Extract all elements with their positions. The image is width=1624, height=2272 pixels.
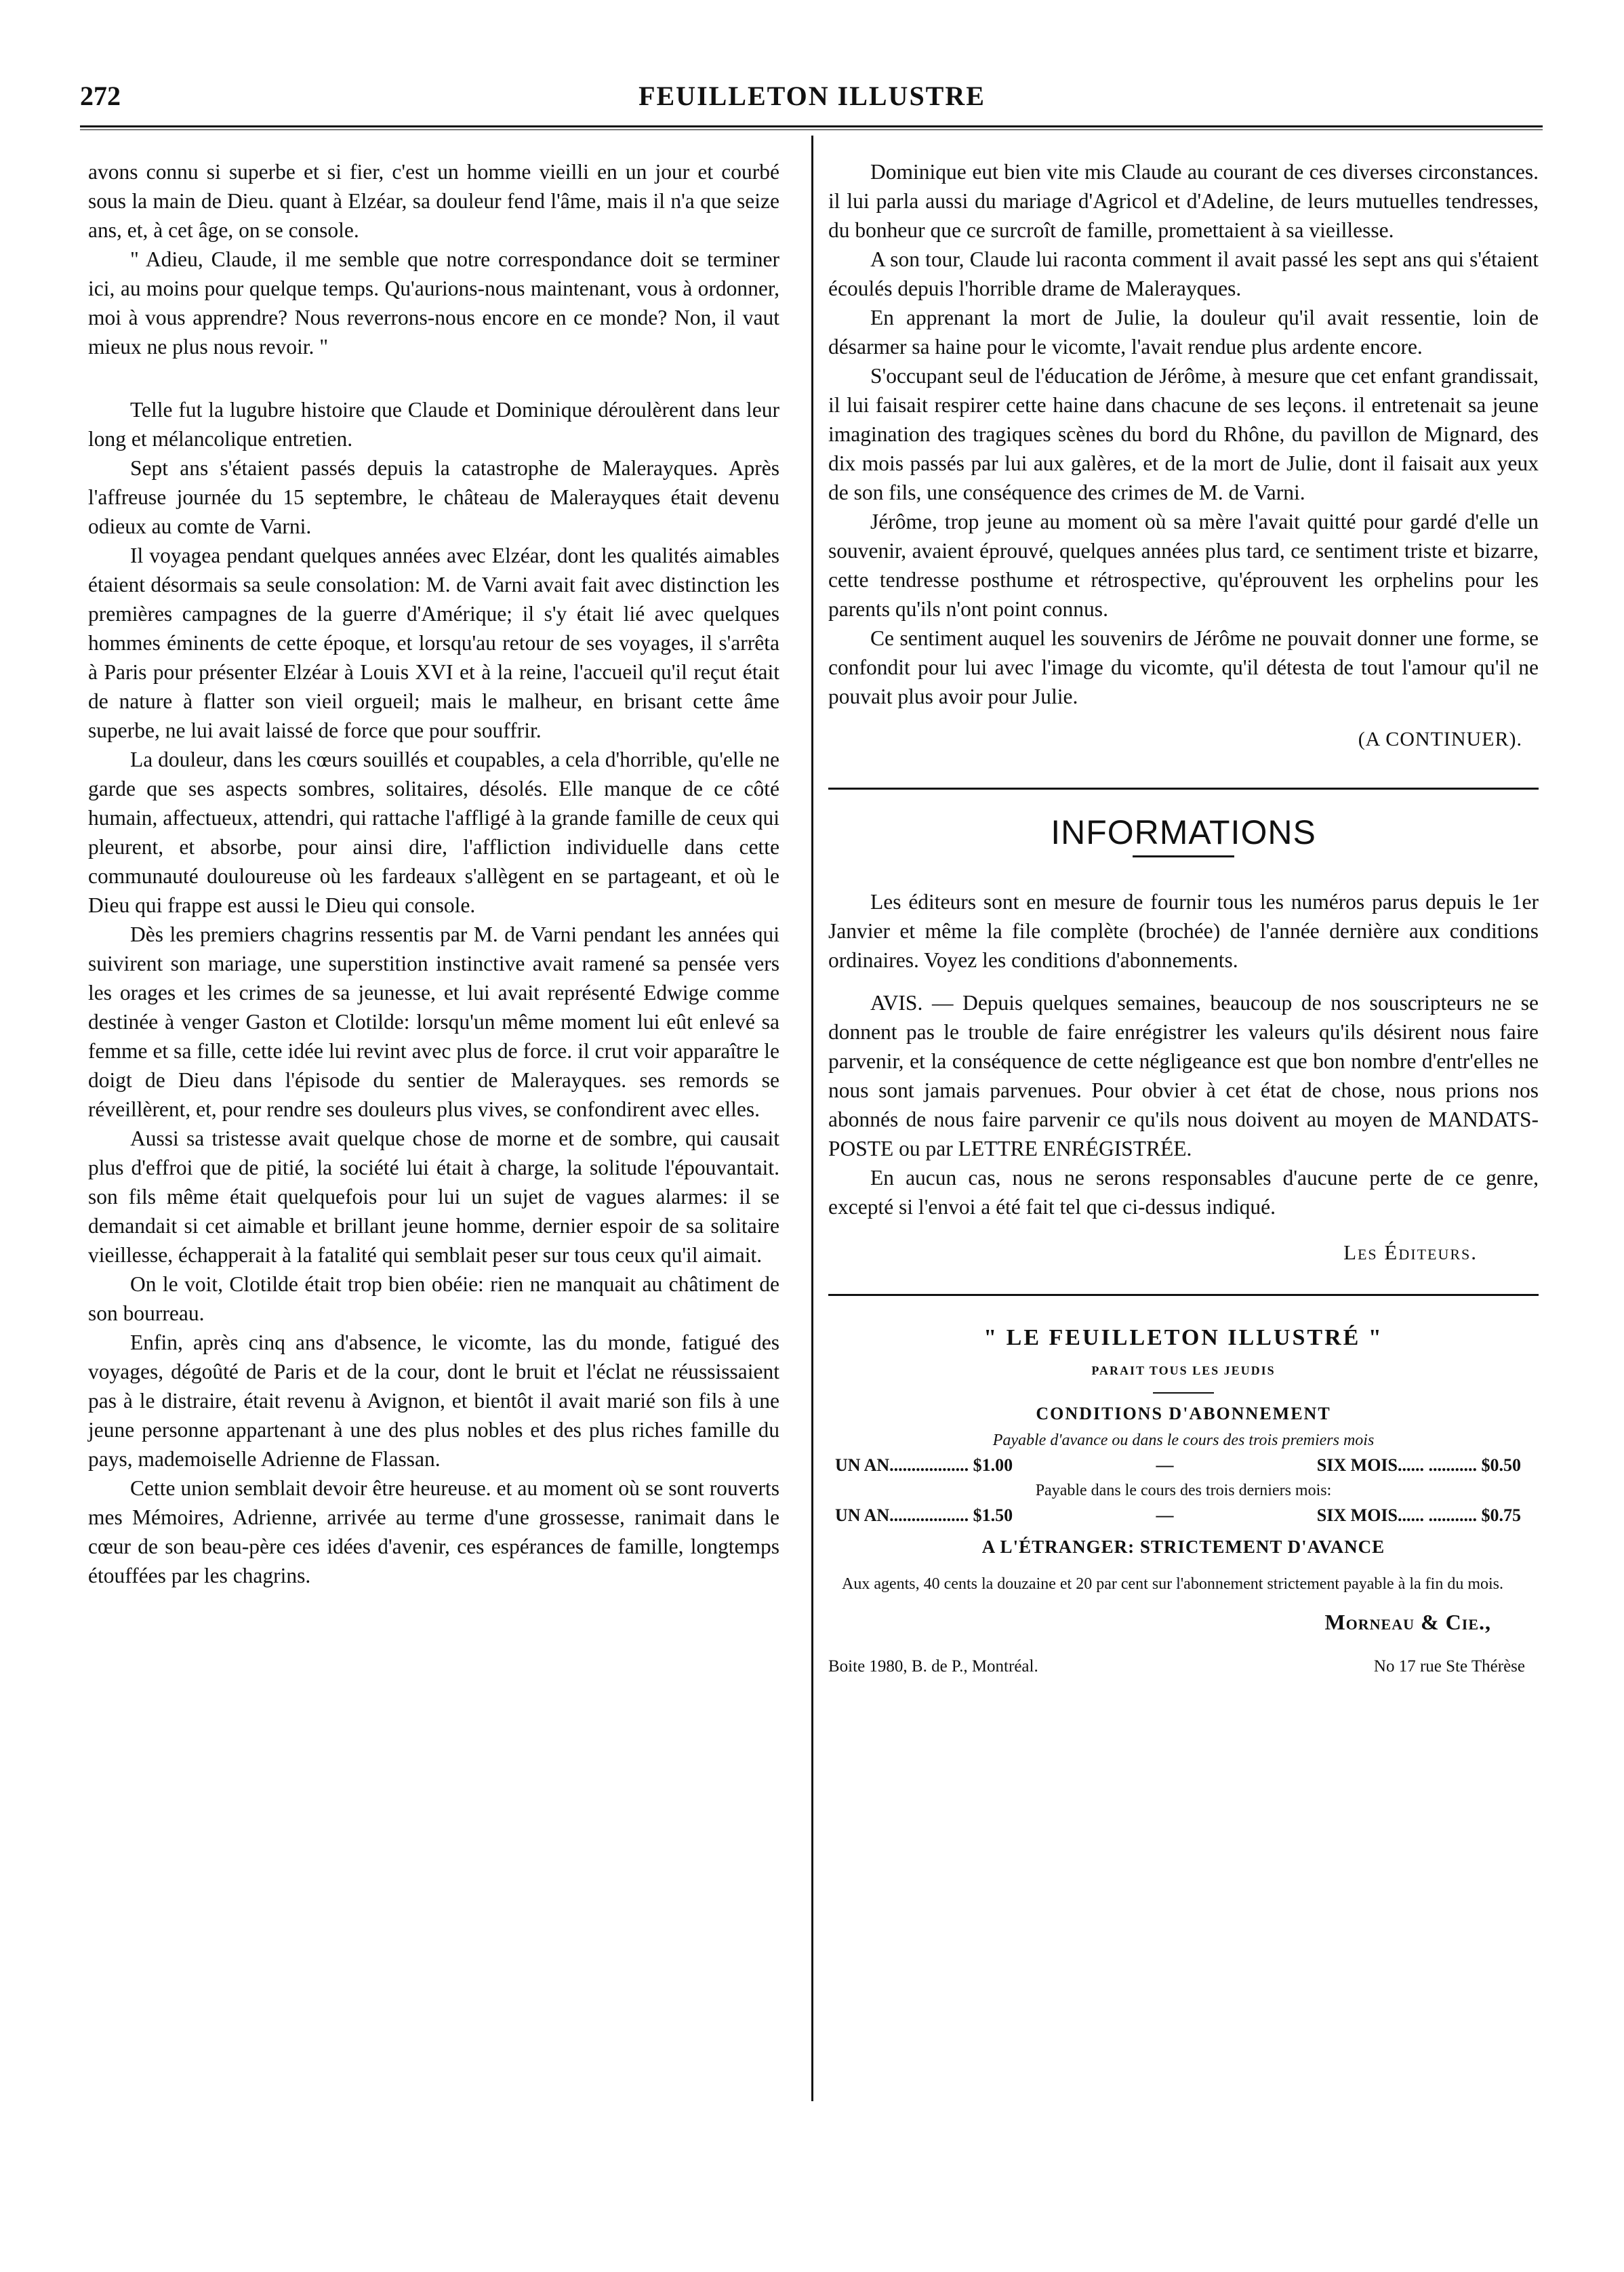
paragraph: Cette union semblait devoir être heureuse. et au moment où se sont rouverts mes Mémoires, Adrienne, arrivée au terme d'une grossesse, ranimait dans le cœur de son beau-père ces idées d'avenir, ces espérances de famille, longtemps étouffées par les chagrins.	[88, 1476, 779, 1587]
advance-note: Payable d'avance ou dans le cours des trois premiers mois	[992, 1432, 1375, 1449]
paragraph: A son tour, Claude lui raconta comment il avait passé les sept ans qui s'étaient écoulés depuis l'horrible drame de Malerayques.	[828, 247, 1539, 300]
title-rule	[1133, 855, 1234, 857]
paragraph: Sept ans s'étaient passés depuis la catastrophe de Malerayques. Après l'affreuse journée du 15 septembre, le château de Malerayques était devenu odieux au comte de Varni.	[88, 456, 779, 538]
publication-title: " LE FEUILLETON ILLUSTRÉ "	[983, 1325, 1383, 1350]
foreign-terms: A L'ÉTRANGER: STRICTEMENT D'AVANCE	[981, 1537, 1385, 1557]
paragraph: " Adieu, Claude, il me semble que notre correspondance doit se terminer ici, au moins pour quelque temps. Qu'aurions-nous maintenant, vous à ordonner, moi à vous apprendre? Nous reverrons-nous encore en ce monde? Non, il vaut mieux ne plus nous revoir. "	[88, 247, 779, 359]
running-head: FEUILLETON ILLUSTRE	[638, 81, 986, 111]
notice-paragraph: En aucun cas, nous ne serons responsables d'aucune perte de ce genre, excepté si l'envoi a été fait tel que ci-dessus indiqué.	[828, 1166, 1539, 1219]
postal-box: Boite 1980, B. de P., Montréal.	[828, 1657, 1038, 1676]
publisher-name: Morneau & Cie.,	[1324, 1610, 1491, 1634]
price-dash: —	[1156, 1455, 1174, 1475]
paragraph: Telle fut la lugubre histoire que Claude et Dominique déroulèrent dans leur long et mélancolique entretien.	[88, 398, 779, 451]
paragraph: En apprenant la mort de Julie, la douleur qu'il avait ressentie, loin de désarmer sa haine pour le vicomte, l'avait rendue plus ardente encore.	[828, 306, 1539, 359]
paragraph: Il voyagea pendant quelques années avec Elzéar, dont les qualités aimables étaient désormais sa seule consolation: M. de Varni avait fait avec distinction les premières campagnes de la guerre d'Amérique; il s'y était lié avec quelques hommes éminents de cette époque, et lorsqu'au retour de ses voyages, il s'arrêta à Paris pour présenter Elzéar à Louis XVI et à la reine, l'accueil qu'il reçut était de nature à flatter son vieil orgueil; mais le malheur, en brisant cette âme superbe, ne lui avait laissé de force que pour souffrir.	[88, 544, 779, 742]
to-be-continued: (A CONTINUER).	[1358, 728, 1522, 750]
signature: Les Éditeurs.	[1343, 1240, 1478, 1264]
paragraph: Dominique eut bien vite mis Claude au courant de ces diverses circonstances. il lui parla aussi du mariage d'Agricol et d'Adeline, de leurs mutuelles tendresses, du bonheur que ce surcroît de famille, promettaient à sa vieillesse.	[828, 160, 1539, 242]
page-number: 272	[80, 81, 121, 111]
price-year: UN AN.................. $1.50	[835, 1505, 1013, 1525]
paragraph: On le voit, Clotilde était trop bien obéie: rien ne manquait au châtiment de son bourreau.	[88, 1272, 779, 1325]
notice-paragraph: AVIS. — Depuis quelques semaines, beaucoup de nos souscripteurs ne se donnent pas le trouble de faire enrégistrer les valeurs qu'ils désirent nous faire parvenir, et la conséquence de cette négligeance est que bon nombre d'entr'elles ne nous sont jamais parvenues. Pour obvier à cet état de chose, nous prions nos abonnés de nous faire parvenir ce qu'ils nous doivent au moyen de MANDATS-POSTE ou par LETTRE ENRÉGISTRÉE.	[828, 991, 1539, 1160]
paragraph: Aussi sa tristesse avait quelque chose de morne et de sombre, qui causait plus d'effroi que de pitié, la société lui était à charge, la solitude l'épouvantait. son fils même était quelquefois pour lui un sujet de vagues alarmes: il se demandait si cet aimable et brillant jeune homme, dernier espoir de sa solitaire vieillesse, échapperait à la fatalité qui semblait peser sur tous ceux qu'il aimait.	[88, 1127, 779, 1267]
paragraph: Dès les premiers chagrins ressentis par M. de Varni pendant les années qui suivirent son mariage, une superstition instinctive avait ramené sa pensée vers les orages et les crimes de sa jeunesse, et lui avait représenté Edwige comme destinée à venger Gaston et Clotilde: lorsqu'un même moment lui eût enlevé sa femme et sa fille, cette idée lui revint avec plus de force. il crut voir apparaître le doigt de Dieu dans l'épisode du sentier de Malerayques. ses remords se réveillèrent, et, pour rendre ses douleurs plus vives, se confondirent avec elles.	[88, 922, 779, 1121]
paragraph: Ce sentiment auquel les souvenirs de Jérôme ne pouvait donner une forme, se confondit pour lui avec l'image du vicomte, qu'il détesta de tout l'amour qu'il ne pouvait plus avoir pour Julie.	[828, 626, 1539, 708]
paragraph: Les éditeurs sont en mesure de fournir tous les numéros parus depuis le 1er Janvier et même la file complète (brochée) de l'année dernière aux conditions ordinaires. Voyez les conditions d'abonnements.	[828, 890, 1539, 972]
section-rule	[828, 1294, 1539, 1296]
price-dash: —	[1156, 1505, 1174, 1525]
section-rule	[828, 788, 1539, 790]
paragraph: La douleur, dans les cœurs souillés et coupables, a cela d'horrible, qu'elle ne garde que ses aspects sombres, solitaires, désolés. Elle manque de ce côté humain, affectueux, attendri, qui rattache l'affligé à la grande famille de ceux qui pleurent, et absorbe, pour ainsi dire, l'affliction individuelle dans cette communauté douloureuse où les fardeaux s'allègent en se partageant, et où le Dieu qui frappe est aussi le Dieu qui console.	[88, 748, 779, 917]
price-row	[828, 1503, 1539, 1528]
paragraph: avons connu si superbe et si fier, c'est un homme vieilli en un jour et courbé sous la main de Dieu. quant à Elzéar, sa douleur fend l'âme, mais il n'a que seize ans, et, à cet âge, on se console.	[88, 160, 779, 242]
informations-section	[828, 813, 1539, 1267]
street-address: No 17 rue Ste Thérèse	[1373, 1657, 1525, 1676]
price-six-months: SIX MOIS...... ........... $0.50	[1316, 1455, 1521, 1475]
notice-block	[828, 988, 1539, 1221]
publication-schedule: PARAIT TOUS LES JEUDIS	[1091, 1364, 1276, 1377]
informations-title: INFORMATIONS	[1051, 813, 1316, 851]
subscription-box	[828, 1323, 1539, 1681]
right-column	[828, 157, 1539, 1681]
address-line	[828, 1652, 1539, 1681]
left-column	[88, 157, 779, 1590]
paragraph: S'occupant seul de l'éducation de Jérôme, à mesure que cet enfant grandissait, il lui faisait respirer cette haine dans chacune de ses leçons. il entretenait sa jeune imagination des tragiques scènes du bord du Rhône, du pavillon de Mignard, des dix mois passés par lui aux galères, et de la mort de Julie, dont il faisait aux yeux de son fils, une conséquence des crimes de M. de Varni.	[828, 364, 1539, 504]
paragraph: Jérôme, trop jeune au moment où sa mère l'avait quitté pour gardé d'elle un souvenir, avaient éprouvé, quelques années plus tard, ce sentiment triste et bizarre, cette tendresse posthume et rétrospective, qu'éprouvent les orphelins pour les parents qu'ils n'ont point connus.	[828, 510, 1539, 621]
price-six-months: SIX MOIS...... ........... $0.75	[1316, 1505, 1521, 1525]
agents-terms: Aux agents, 40 cents la douzaine et 20 par cent sur l'abonnement strictement payable à la fin du mois.	[842, 1575, 1504, 1593]
divider	[1153, 1392, 1214, 1394]
price-year: UN AN.................. $1.00	[835, 1455, 1013, 1475]
header-rule	[80, 125, 1543, 130]
paragraph: Enfin, après cinq ans d'absence, le vicomte, las du monde, fatigué des voyages, dégoûté de Paris et de la cour, dont le bruit et l'éclat ne réussissaient pas à le distraire, était revenu à Avignon, et bientôt il avait marié son fils à une jeune personne appartenant à une des plus nobles et des plus riches famille du pays, mademoiselle Adrienne de Flassan.	[88, 1331, 779, 1471]
conditions-title: CONDITIONS D'ABONNEMENT	[1036, 1404, 1331, 1423]
price-row	[828, 1453, 1539, 1478]
column-divider	[811, 136, 813, 2101]
late-note: Payable dans le cours des trois derniers mois:	[1035, 1482, 1332, 1499]
